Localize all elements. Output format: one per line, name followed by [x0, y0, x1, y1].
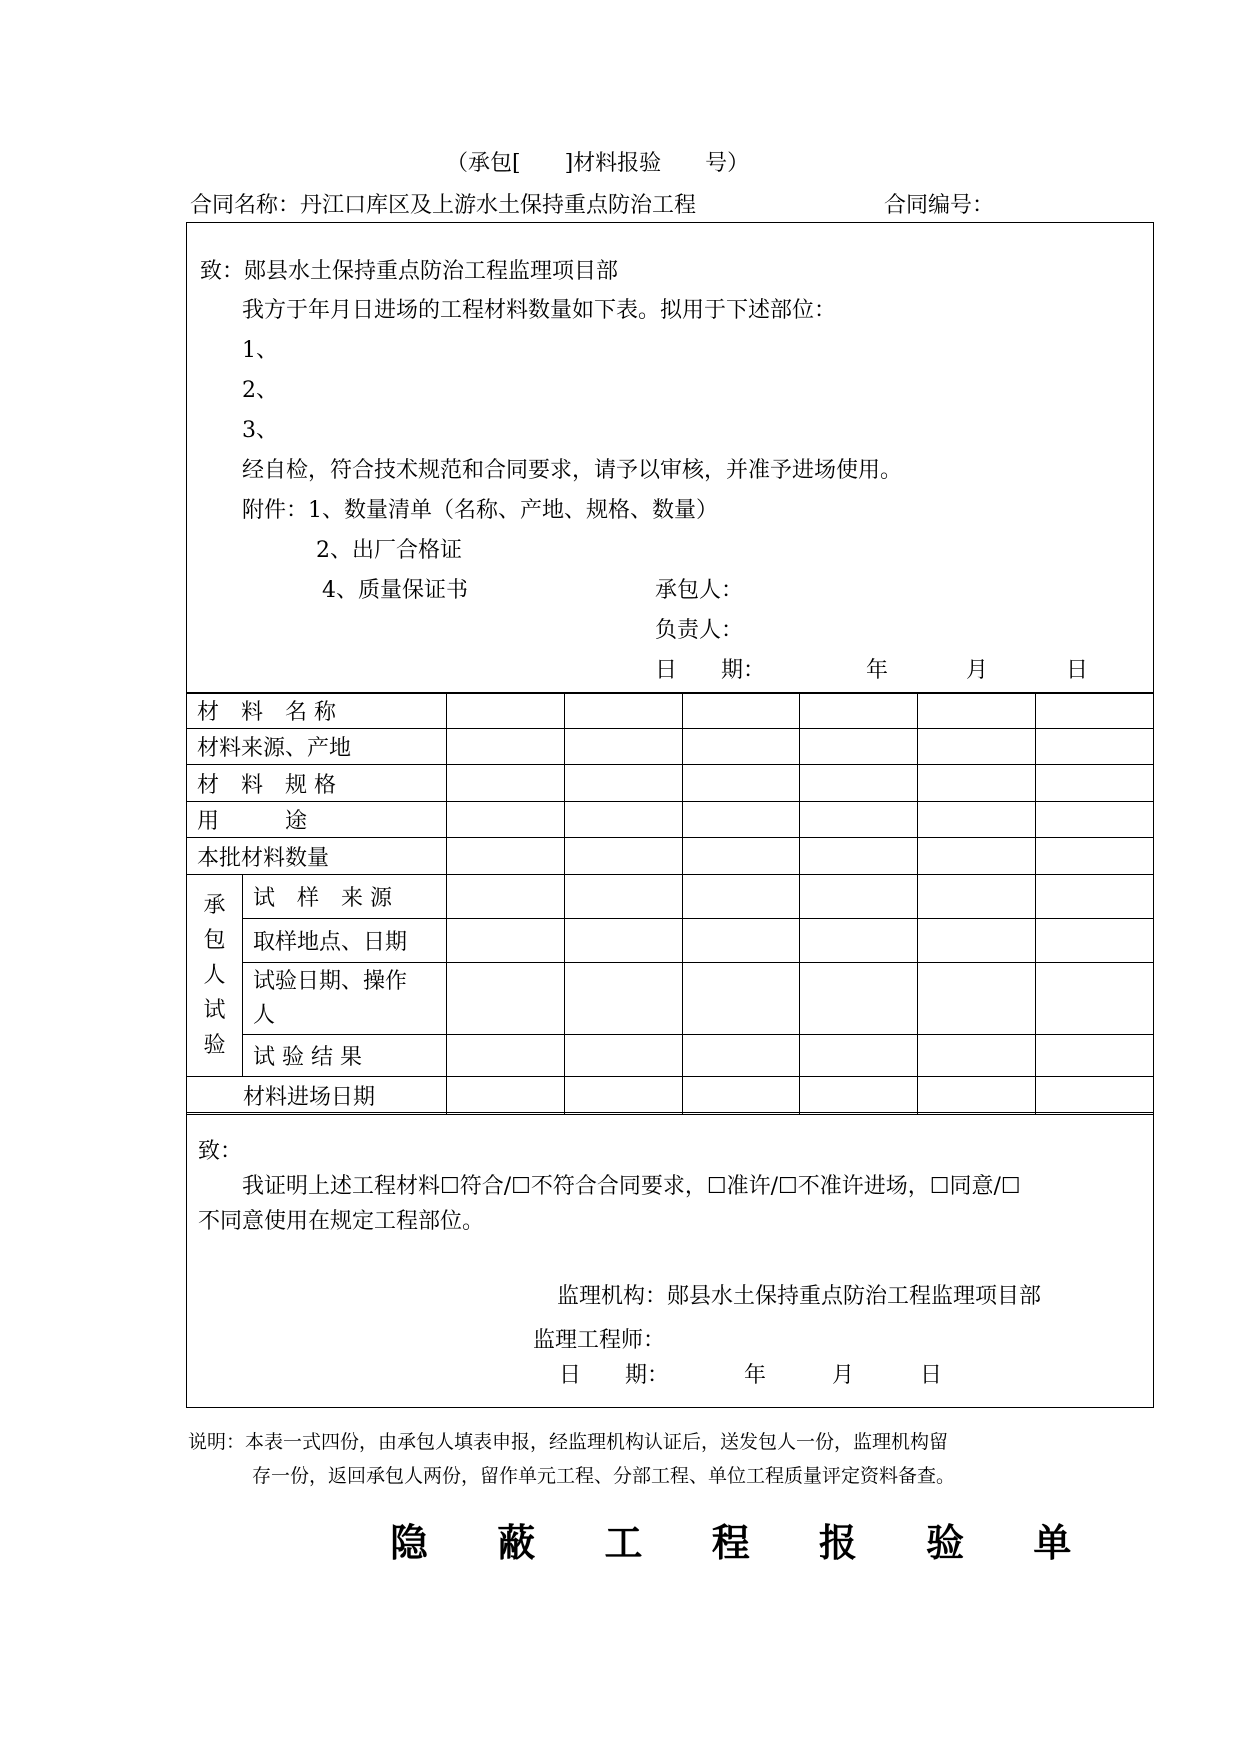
note-line-2: 存一份，返回承包人两份，留作单元工程、分部工程、单位工程质量评定资料备查。	[252, 1465, 956, 1487]
table-row	[187, 765, 1154, 802]
table-cell[interactable]	[918, 963, 1036, 1035]
table-cell[interactable]	[564, 765, 682, 802]
location-item-2: 2、	[242, 378, 278, 403]
contractor-label: 承包人：	[655, 578, 744, 603]
table-cell[interactable]	[682, 693, 800, 729]
table-cell[interactable]	[447, 802, 565, 838]
table-cell[interactable]	[447, 765, 565, 802]
group-char: 人	[203, 963, 226, 988]
location-item-1: 1、	[242, 338, 278, 363]
table-row	[187, 802, 1154, 838]
row-label-line: 人	[253, 1002, 276, 1028]
table-cell[interactable]	[682, 1035, 800, 1077]
table-cell[interactable]	[918, 802, 1036, 838]
row-label-usage: 用 途	[187, 802, 447, 838]
group-char: 试	[203, 998, 226, 1023]
table-cell[interactable]	[564, 693, 682, 729]
table-cell[interactable]	[918, 875, 1036, 919]
supervision-addressee: 致：	[198, 1139, 243, 1164]
row-label-material-source: 材料来源、产地	[187, 729, 447, 765]
material-table	[186, 692, 1154, 1115]
table-cell[interactable]	[682, 1077, 800, 1115]
contractor-test-group-label	[187, 875, 243, 1077]
entry-statement: 我方于年月日进场的工程材料数量如下表。拟用于下述部位：	[242, 298, 837, 323]
table-cell[interactable]	[800, 693, 918, 729]
form-title: （承包[ ]材料报验 号）	[446, 151, 750, 176]
date-label: 日 期：	[655, 658, 766, 683]
table-cell[interactable]	[1036, 875, 1154, 919]
table-cell[interactable]	[800, 729, 918, 765]
table-cell[interactable]	[918, 693, 1036, 729]
table-cell[interactable]	[564, 1077, 682, 1115]
day-label: 日	[1066, 658, 1089, 683]
table-cell[interactable]	[447, 838, 565, 875]
addressee: 致：郧县水土保持重点防治工程监理项目部	[200, 259, 619, 284]
row-label-sampling-place-date: 取样地点、日期	[243, 919, 447, 963]
supervision-agency: 监理机构：郧县水土保持重点防治工程监理项目部	[557, 1284, 1042, 1309]
table-row	[187, 919, 1154, 963]
group-char: 验	[203, 1033, 226, 1058]
table-cell[interactable]	[447, 1077, 565, 1115]
table-cell[interactable]	[918, 729, 1036, 765]
table-cell[interactable]	[682, 875, 800, 919]
contract-name: 合同名称：丹江口库区及上游水土保持重点防治工程	[190, 193, 697, 218]
row-label-entry-date: 材料进场日期	[187, 1077, 447, 1115]
supervision-day-label: 日	[920, 1363, 943, 1388]
group-char: 承	[203, 893, 226, 918]
table-row	[187, 875, 1154, 919]
table-cell[interactable]	[447, 963, 565, 1035]
table-cell[interactable]	[800, 963, 918, 1035]
row-label-line: 试验日期、操作	[253, 968, 408, 994]
table-cell[interactable]	[1036, 802, 1154, 838]
certification-line-1: 我证明上述工程材料☐符合/☐不符合合同要求，☐准许/☐不准许进场，☐同意/☐	[242, 1174, 1021, 1199]
table-row	[187, 963, 1154, 1035]
year-label: 年	[866, 658, 889, 683]
table-cell[interactable]	[682, 729, 800, 765]
table-row	[187, 729, 1154, 765]
attachment-1: 附件：1、数量清单（名称、产地、规格、数量）	[242, 498, 718, 523]
table-cell[interactable]	[447, 693, 565, 729]
table-row	[187, 1077, 1154, 1115]
table-cell[interactable]	[682, 838, 800, 875]
table-row	[187, 693, 1154, 729]
self-check-statement: 经自检，符合技术规范和合同要求，请予以审核，并准予进场使用。	[242, 458, 903, 483]
row-label-material-name: 材 料 名 称	[187, 693, 447, 729]
table-cell[interactable]	[800, 1077, 918, 1115]
attachment-4: 4、质量保证书	[322, 578, 468, 603]
table-cell[interactable]	[800, 919, 918, 963]
table-cell[interactable]	[918, 919, 1036, 963]
table-cell[interactable]	[564, 1035, 682, 1077]
certification-line-2: 不同意使用在规定工程部位。	[198, 1209, 485, 1234]
table-cell[interactable]	[918, 765, 1036, 802]
supervision-section	[186, 1112, 1154, 1408]
table-cell[interactable]	[918, 1035, 1036, 1077]
table-cell[interactable]	[800, 838, 918, 875]
supervision-date-label: 日 期：	[559, 1363, 670, 1388]
table-cell[interactable]	[918, 1077, 1036, 1115]
table-cell[interactable]	[447, 1035, 565, 1077]
table-cell[interactable]	[800, 765, 918, 802]
table-cell[interactable]	[800, 1035, 918, 1077]
table-cell[interactable]	[1036, 1035, 1154, 1077]
table-cell[interactable]	[800, 802, 918, 838]
responsible-person-label: 负责人：	[655, 618, 744, 643]
row-label-test-result: 试 验 结 果	[243, 1035, 447, 1077]
table-cell[interactable]	[447, 919, 565, 963]
table-cell[interactable]	[1036, 693, 1154, 729]
table-cell[interactable]	[564, 919, 682, 963]
table-cell[interactable]	[918, 838, 1036, 875]
supervision-engineer-label: 监理工程师：	[533, 1328, 666, 1353]
location-item-3: 3、	[242, 418, 278, 443]
table-cell[interactable]	[1036, 765, 1154, 802]
table-cell[interactable]	[682, 919, 800, 963]
table-cell[interactable]	[447, 729, 565, 765]
table-row	[187, 1035, 1154, 1077]
table-cell[interactable]	[564, 963, 682, 1035]
table-cell[interactable]	[682, 963, 800, 1035]
table-cell[interactable]	[1036, 919, 1154, 963]
row-label-material-spec: 材 料 规 格	[187, 765, 447, 802]
table-cell[interactable]	[564, 729, 682, 765]
table-cell[interactable]	[1036, 963, 1154, 1035]
month-label: 月	[966, 658, 989, 683]
table-row	[187, 838, 1154, 875]
row-label-sample-source: 试 样 来 源	[243, 875, 447, 919]
table-cell[interactable]	[564, 802, 682, 838]
note-line-1: 说明：本表一式四份，由承包人填表申报，经监理机构认证后，送发包人一份，监理机构留	[188, 1431, 949, 1453]
attachment-2: 2、出厂合格证	[316, 538, 462, 563]
table-cell[interactable]	[1036, 838, 1154, 875]
table-cell[interactable]	[564, 838, 682, 875]
next-form-title: 隐 蔽 工 程 报 验 单	[390, 1521, 1100, 1565]
table-cell[interactable]	[1036, 729, 1154, 765]
table-cell[interactable]	[564, 875, 682, 919]
row-label-test-date-operator	[243, 963, 447, 1035]
table-cell[interactable]	[682, 765, 800, 802]
supervision-year-label: 年	[744, 1363, 767, 1388]
table-cell[interactable]	[682, 802, 800, 838]
group-char: 包	[203, 928, 226, 953]
row-label-batch-quantity: 本批材料数量	[187, 838, 447, 875]
table-cell[interactable]	[1036, 1077, 1154, 1115]
table-cell[interactable]	[447, 875, 565, 919]
table-cell[interactable]	[800, 875, 918, 919]
contract-number-label: 合同编号：	[884, 193, 995, 218]
supervision-month-label: 月	[832, 1363, 855, 1388]
